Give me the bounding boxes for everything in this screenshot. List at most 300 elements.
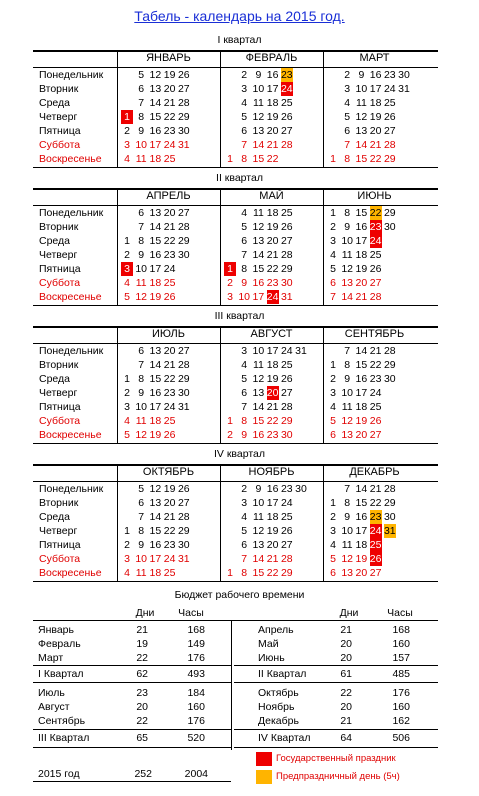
day-cell: 15 bbox=[149, 525, 162, 537]
day-cell: 23 bbox=[383, 69, 396, 81]
day-cell: 3 bbox=[121, 262, 133, 276]
day-cell: 11 bbox=[341, 401, 353, 413]
day-cell: 24 bbox=[383, 83, 396, 95]
day-cell: 21 bbox=[163, 359, 176, 371]
hours-header: Часы bbox=[387, 607, 413, 619]
quarter-table bbox=[33, 188, 438, 305]
day-cell: 21 bbox=[369, 483, 382, 495]
day-cell: 16 bbox=[266, 69, 279, 81]
day-cell: 15 bbox=[252, 153, 265, 165]
day-cell: 5 bbox=[241, 525, 248, 537]
day-cell: 8 bbox=[138, 235, 145, 247]
day-cell: 22 bbox=[266, 567, 279, 579]
day-cell: 6 bbox=[330, 429, 336, 441]
day-cell: 15 bbox=[252, 415, 265, 427]
day-cell: 10 bbox=[135, 139, 148, 151]
day-cell: 26 bbox=[369, 553, 382, 565]
day-cell: 28 bbox=[369, 291, 382, 303]
month-name: АВГУСТ bbox=[250, 328, 293, 340]
day-cell: 1 bbox=[330, 359, 336, 371]
day-cell: 22 bbox=[163, 235, 176, 247]
day-cell: 2 bbox=[241, 483, 248, 495]
budget-row-hours: 493 bbox=[187, 668, 205, 680]
day-cell: 6 bbox=[241, 235, 248, 247]
day-cell: 28 bbox=[280, 249, 293, 261]
day-cell: 20 bbox=[163, 345, 176, 357]
budget-row-hours: 168 bbox=[392, 624, 410, 636]
day-cell: 2 bbox=[344, 69, 351, 81]
day-cell: 8 bbox=[344, 497, 351, 509]
day-cell: 25 bbox=[369, 539, 382, 551]
day-cell: 8 bbox=[241, 567, 248, 579]
day-cell: 26 bbox=[369, 415, 382, 427]
quarter-label: III квартал bbox=[214, 310, 265, 322]
month-name: ИЮНЬ bbox=[357, 190, 392, 202]
weekday-label: Суббота bbox=[39, 553, 81, 565]
day-cell: 16 bbox=[355, 373, 368, 385]
day-cell: 7 bbox=[241, 553, 248, 565]
day-cell: 28 bbox=[383, 345, 396, 357]
day-cell: 15 bbox=[355, 207, 368, 219]
day-cell: 5 bbox=[330, 415, 336, 427]
day-cell: 10 bbox=[135, 401, 148, 413]
day-cell: 14 bbox=[149, 221, 162, 233]
day-cell: 26 bbox=[280, 111, 293, 123]
month-name: ОКТЯБРЬ bbox=[142, 466, 195, 478]
day-cell: 7 bbox=[138, 221, 145, 233]
day-cell: 12 bbox=[355, 111, 368, 123]
day-cell: 5 bbox=[330, 553, 336, 565]
day-cell: 1 bbox=[224, 262, 236, 276]
budget-row-days: 19 bbox=[136, 638, 148, 650]
budget-row-hours: 176 bbox=[187, 652, 205, 664]
weekday-label: Пятница bbox=[39, 263, 81, 275]
day-cell: 9 bbox=[241, 277, 248, 289]
weekday-label: Воскресенье bbox=[39, 567, 102, 579]
day-cell: 24 bbox=[369, 387, 382, 399]
day-cell: 3 bbox=[344, 83, 351, 95]
day-cell: 3 bbox=[241, 345, 248, 357]
day-cell: 30 bbox=[398, 69, 410, 81]
day-cell: 20 bbox=[355, 277, 368, 289]
weekday-label: Среда bbox=[39, 373, 70, 385]
month-name: МАРТ bbox=[359, 52, 390, 64]
weekday-label: Суббота bbox=[39, 277, 81, 289]
day-cell: 25 bbox=[163, 415, 176, 427]
day-cell: 12 bbox=[135, 429, 148, 441]
day-cell: 22 bbox=[369, 207, 382, 219]
weekday-label: Понедельник bbox=[39, 483, 104, 495]
day-cell: 25 bbox=[163, 153, 176, 165]
day-cell: 9 bbox=[138, 249, 145, 261]
day-cell: 24 bbox=[163, 553, 176, 565]
day-cell: 30 bbox=[383, 511, 396, 523]
budget-row-name: I Квартал bbox=[38, 668, 84, 680]
day-cell: 29 bbox=[280, 415, 293, 427]
day-cell: 14 bbox=[149, 359, 162, 371]
day-cell: 16 bbox=[355, 221, 368, 233]
day-cell: 22 bbox=[369, 153, 382, 165]
day-cell: 24 bbox=[163, 263, 176, 275]
budget-row-days: 21 bbox=[340, 715, 352, 727]
budget-row-hours: 485 bbox=[392, 668, 410, 680]
day-cell: 10 bbox=[135, 553, 148, 565]
day-cell: 28 bbox=[177, 221, 190, 233]
day-cell: 16 bbox=[252, 429, 265, 441]
day-cell: 7 bbox=[241, 401, 248, 413]
day-cell: 23 bbox=[280, 483, 293, 495]
day-cell: 26 bbox=[383, 111, 396, 123]
quarter-label: II квартал bbox=[216, 172, 263, 184]
day-cell: 21 bbox=[266, 249, 279, 261]
day-cell: 8 bbox=[138, 373, 145, 385]
day-cell: 14 bbox=[355, 139, 368, 151]
weekday-label: Четверг bbox=[39, 525, 78, 537]
day-cell: 4 bbox=[330, 401, 336, 413]
day-cell: 18 bbox=[355, 249, 368, 261]
day-cell: 19 bbox=[149, 429, 162, 441]
day-cell: 19 bbox=[355, 415, 368, 427]
day-cell: 4 bbox=[330, 539, 336, 551]
day-cell: 16 bbox=[355, 511, 368, 523]
day-cell: 29 bbox=[280, 567, 293, 579]
month-name: ДЕКАБРЬ bbox=[349, 466, 400, 478]
day-cell: 4 bbox=[241, 97, 248, 109]
day-cell: 9 bbox=[138, 125, 145, 137]
day-cell: 12 bbox=[149, 69, 162, 81]
day-cell: 17 bbox=[149, 139, 162, 151]
day-cell: 2 bbox=[330, 221, 336, 233]
budget-row-hours: 160 bbox=[392, 638, 410, 650]
day-cell: 2 bbox=[124, 539, 130, 551]
quarter-label: I квартал bbox=[217, 34, 262, 46]
day-cell: 10 bbox=[355, 83, 368, 95]
day-cell: 13 bbox=[341, 429, 354, 441]
day-cell: 14 bbox=[252, 401, 265, 413]
day-cell: 7 bbox=[241, 249, 248, 261]
day-cell: 4 bbox=[344, 97, 351, 109]
day-cell: 19 bbox=[266, 525, 279, 537]
day-cell: 10 bbox=[341, 525, 354, 537]
day-cell: 24 bbox=[163, 401, 176, 413]
weekday-label: Среда bbox=[39, 511, 70, 523]
day-cell: 1 bbox=[227, 567, 233, 579]
day-cell: 2 bbox=[227, 429, 233, 441]
weekday-label: Четверг bbox=[39, 387, 78, 399]
day-cell: 13 bbox=[149, 207, 162, 219]
day-cell: 17 bbox=[355, 387, 368, 399]
budget-row-name: Январь bbox=[38, 624, 74, 636]
day-cell: 12 bbox=[341, 415, 354, 427]
budget-row-hours: 176 bbox=[187, 715, 205, 727]
day-cell: 11 bbox=[252, 359, 264, 371]
day-cell: 26 bbox=[177, 483, 190, 495]
day-cell: 1 bbox=[124, 235, 130, 247]
day-cell: 5 bbox=[124, 291, 130, 303]
day-cell: 27 bbox=[177, 497, 190, 509]
day-cell: 1 bbox=[124, 525, 130, 537]
day-cell: 3 bbox=[330, 387, 336, 399]
day-cell: 8 bbox=[344, 153, 351, 165]
day-cell: 21 bbox=[369, 139, 382, 151]
day-cell: 27 bbox=[280, 387, 293, 399]
day-cell: 20 bbox=[266, 539, 279, 551]
day-cell: 29 bbox=[177, 525, 190, 537]
day-cell: 29 bbox=[383, 359, 396, 371]
day-cell: 4 bbox=[124, 153, 130, 165]
budget-title: Бюджет рабочего времени bbox=[174, 589, 305, 601]
budget-row-hours: 168 bbox=[187, 624, 205, 636]
day-cell: 11 bbox=[341, 249, 353, 261]
day-cell: 24 bbox=[369, 235, 382, 247]
day-cell: 12 bbox=[252, 525, 265, 537]
weekday-label: Четверг bbox=[39, 249, 78, 261]
day-cell: 5 bbox=[241, 221, 248, 233]
day-cell: 24 bbox=[280, 497, 293, 509]
day-cell: 26 bbox=[280, 525, 293, 537]
budget-row-days: 61 bbox=[340, 668, 352, 680]
day-cell: 7 bbox=[138, 511, 145, 523]
month-name: СЕНТЯБРЬ bbox=[344, 328, 405, 340]
day-cell: 17 bbox=[266, 345, 279, 357]
day-cell: 13 bbox=[355, 125, 368, 137]
day-cell: 18 bbox=[266, 97, 279, 109]
day-cell: 6 bbox=[241, 539, 248, 551]
budget-row-name: III Квартал bbox=[38, 732, 90, 744]
day-cell: 26 bbox=[177, 69, 190, 81]
day-cell: 16 bbox=[149, 249, 162, 261]
day-cell: 31 bbox=[177, 553, 190, 565]
budget-row-hours: 506 bbox=[392, 732, 410, 744]
day-cell: 3 bbox=[124, 553, 130, 565]
day-cell: 25 bbox=[163, 277, 176, 289]
day-cell: 8 bbox=[241, 153, 248, 165]
day-cell: 12 bbox=[252, 221, 265, 233]
day-cell: 8 bbox=[138, 111, 145, 123]
day-cell: 30 bbox=[177, 125, 190, 137]
weekday-label: Пятница bbox=[39, 401, 81, 413]
preholiday-legend-swatch bbox=[256, 770, 272, 784]
day-cell: 24 bbox=[369, 525, 382, 537]
day-cell: 13 bbox=[149, 497, 162, 509]
day-cell: 9 bbox=[358, 69, 365, 81]
day-cell: 31 bbox=[177, 139, 190, 151]
day-cell: 7 bbox=[344, 345, 351, 357]
budget-row-days: 21 bbox=[340, 624, 352, 636]
day-cell: 25 bbox=[280, 511, 293, 523]
budget-row-name: Март bbox=[38, 652, 64, 664]
budget-row-days: 22 bbox=[340, 687, 352, 699]
budget-row-days: 20 bbox=[340, 638, 352, 650]
day-cell: 30 bbox=[383, 221, 396, 233]
day-cell: 9 bbox=[344, 221, 351, 233]
budget-row-days: 20 bbox=[340, 701, 352, 713]
year-total-label: 2015 год bbox=[38, 768, 80, 780]
day-cell: 30 bbox=[295, 483, 307, 495]
day-cell: 6 bbox=[138, 207, 145, 219]
day-cell: 25 bbox=[369, 249, 382, 261]
day-cell: 23 bbox=[369, 373, 382, 385]
day-cell: 15 bbox=[252, 567, 265, 579]
day-cell: 14 bbox=[149, 97, 162, 109]
day-cell: 19 bbox=[355, 553, 368, 565]
day-cell: 11 bbox=[135, 415, 147, 427]
month-name: МАЙ bbox=[259, 190, 284, 202]
day-cell: 24 bbox=[280, 345, 293, 357]
day-cell: 31 bbox=[295, 345, 307, 357]
day-cell: 30 bbox=[383, 373, 396, 385]
day-cell: 17 bbox=[149, 263, 162, 275]
day-cell: 9 bbox=[138, 539, 145, 551]
day-cell: 21 bbox=[163, 221, 176, 233]
day-cell: 18 bbox=[266, 511, 279, 523]
budget-row-name: Ноябрь bbox=[258, 701, 295, 713]
day-cell: 15 bbox=[355, 359, 368, 371]
day-cell: 14 bbox=[355, 483, 368, 495]
day-cell: 14 bbox=[355, 345, 368, 357]
day-cell: 6 bbox=[344, 125, 351, 137]
day-cell: 9 bbox=[344, 373, 351, 385]
day-cell: 24 bbox=[280, 83, 293, 95]
day-cell: 11 bbox=[252, 207, 264, 219]
day-cell: 21 bbox=[163, 511, 176, 523]
day-cell: 6 bbox=[138, 345, 145, 357]
day-cell: 13 bbox=[252, 387, 265, 399]
day-cell: 8 bbox=[241, 263, 248, 275]
day-cell: 10 bbox=[341, 387, 354, 399]
day-cell: 19 bbox=[266, 221, 279, 233]
day-cell: 19 bbox=[163, 483, 176, 495]
weekday-label: Понедельник bbox=[39, 69, 104, 81]
day-cell: 11 bbox=[135, 277, 147, 289]
day-cell: 13 bbox=[341, 277, 354, 289]
budget-row-days: 20 bbox=[340, 652, 352, 664]
day-cell: 22 bbox=[163, 373, 176, 385]
day-cell: 28 bbox=[383, 139, 396, 151]
day-cell: 22 bbox=[266, 415, 279, 427]
day-cell: 9 bbox=[241, 429, 248, 441]
budget-row-hours: 520 bbox=[187, 732, 205, 744]
month-name: ИЮЛЬ bbox=[152, 328, 185, 340]
budget-row-name: IV Квартал bbox=[258, 732, 311, 744]
budget-row-name: Декабрь bbox=[258, 715, 299, 727]
day-cell: 25 bbox=[280, 359, 293, 371]
day-cell: 7 bbox=[344, 483, 351, 495]
day-cell: 6 bbox=[241, 125, 248, 137]
preholiday-legend-label: Предпраздничный день (5ч) bbox=[276, 771, 400, 782]
day-cell: 26 bbox=[280, 221, 293, 233]
budget-row-days: 20 bbox=[136, 701, 148, 713]
day-cell: 26 bbox=[163, 429, 176, 441]
day-cell: 20 bbox=[266, 235, 279, 247]
day-cell: 27 bbox=[177, 345, 190, 357]
day-cell: 17 bbox=[369, 83, 382, 95]
day-cell: 13 bbox=[252, 125, 265, 137]
day-cell: 9 bbox=[255, 69, 262, 81]
day-cell: 11 bbox=[135, 567, 147, 579]
day-cell: 20 bbox=[163, 83, 176, 95]
weekday-label: Понедельник bbox=[39, 207, 104, 219]
weekday-label: Среда bbox=[39, 97, 70, 109]
day-cell: 16 bbox=[252, 277, 265, 289]
day-cell: 4 bbox=[241, 359, 248, 371]
day-cell: 22 bbox=[369, 497, 382, 509]
weekday-label: Вторник bbox=[39, 497, 79, 509]
day-cell: 5 bbox=[124, 429, 130, 441]
month-name: АПРЕЛЬ bbox=[146, 190, 191, 202]
day-cell: 23 bbox=[369, 221, 382, 233]
day-cell: 22 bbox=[266, 263, 279, 275]
budget-row-days: 22 bbox=[136, 652, 148, 664]
weekday-label: Воскресенье bbox=[39, 291, 102, 303]
days-header: Дни bbox=[135, 607, 155, 619]
day-cell: 27 bbox=[280, 125, 293, 137]
day-cell: 29 bbox=[177, 111, 190, 123]
day-cell: 3 bbox=[124, 401, 130, 413]
budget-row-hours: 157 bbox=[392, 652, 410, 664]
budget-row-days: 23 bbox=[136, 687, 148, 699]
day-cell: 17 bbox=[252, 291, 265, 303]
day-cell: 10 bbox=[252, 497, 265, 509]
day-cell: 4 bbox=[241, 511, 248, 523]
day-cell: 15 bbox=[149, 235, 162, 247]
day-cell: 18 bbox=[369, 97, 382, 109]
quarter-table bbox=[33, 326, 438, 443]
day-cell: 12 bbox=[341, 263, 354, 275]
budget-row-name: II Квартал bbox=[258, 668, 307, 680]
day-cell: 3 bbox=[241, 83, 248, 95]
day-cell: 27 bbox=[369, 277, 382, 289]
day-cell: 11 bbox=[355, 97, 367, 109]
day-cell: 14 bbox=[252, 139, 265, 151]
day-cell: 12 bbox=[149, 483, 162, 495]
day-cell: 6 bbox=[330, 277, 336, 289]
day-cell: 26 bbox=[163, 291, 176, 303]
day-cell: 19 bbox=[266, 373, 279, 385]
day-cell: 31 bbox=[383, 525, 396, 537]
day-cell: 17 bbox=[355, 525, 368, 537]
weekday-label: Воскресенье bbox=[39, 429, 102, 441]
page-title: Табель - календарь на 2015 год. bbox=[134, 8, 345, 24]
day-cell: 18 bbox=[266, 359, 279, 371]
day-cell: 25 bbox=[163, 567, 176, 579]
day-cell: 30 bbox=[177, 249, 190, 261]
month-name: НОЯБРЬ bbox=[248, 466, 295, 478]
day-cell: 2 bbox=[124, 125, 130, 137]
day-cell: 4 bbox=[241, 207, 248, 219]
budget-row-days: 21 bbox=[136, 624, 148, 636]
day-cell: 21 bbox=[369, 345, 382, 357]
day-cell: 10 bbox=[252, 345, 265, 357]
day-cell: 28 bbox=[280, 553, 293, 565]
day-cell: 30 bbox=[280, 277, 293, 289]
day-cell: 21 bbox=[163, 97, 176, 109]
day-cell: 5 bbox=[241, 373, 248, 385]
day-cell: 20 bbox=[163, 207, 176, 219]
weekday-label: Суббота bbox=[39, 415, 81, 427]
day-cell: 18 bbox=[266, 207, 279, 219]
day-cell: 7 bbox=[330, 291, 336, 303]
day-cell: 10 bbox=[252, 83, 265, 95]
year-total-hours: 2004 bbox=[184, 768, 208, 780]
weekday-label: Четверг bbox=[39, 111, 78, 123]
quarter-label: IV квартал bbox=[214, 448, 265, 460]
day-cell: 31 bbox=[398, 83, 410, 95]
day-cell: 5 bbox=[330, 263, 336, 275]
day-cell: 1 bbox=[227, 415, 233, 427]
day-cell: 16 bbox=[149, 387, 162, 399]
year-total-days: 252 bbox=[134, 768, 152, 780]
